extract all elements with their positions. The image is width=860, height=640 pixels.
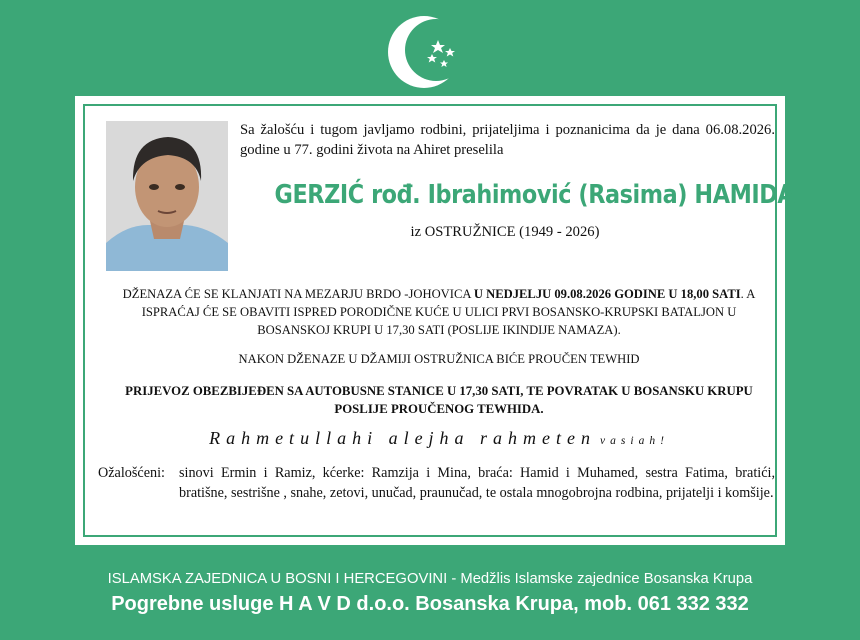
footer-contact: Pogrebne usluge H A V D d.o.o. Bosanska Krupa, mob. 061 332 332 xyxy=(111,593,749,615)
prayer-end: vasiah! xyxy=(600,435,669,447)
funeral-date-time: U NEDJELJU 09.08.2026 GODINE U 18,00 SATI xyxy=(473,287,741,301)
prayer-main: Rahmetullahi alejha rahmeten xyxy=(209,428,597,448)
funeral-details xyxy=(105,285,773,339)
transport-text: PRIJEVOZ OBEZBIJEĐEN SA AUTOBUSNE STANICE U 17,30 SATI, TE POVRATAK U BOSANSKU KRUPU POSLIJE PROUČENOG TEWHIDA. xyxy=(125,384,753,416)
crescent-and-stars-icon xyxy=(384,10,474,94)
intro-text: Sa žalošću i tugom javljamo rodbini, prijateljima i poznanicima da je dana 06.08.2026. godine u 77. godini života na Ahiret preselila xyxy=(240,122,775,158)
origin-text: iz OSTRUŽNICE (1949 - 2026) xyxy=(410,224,600,240)
mourners-label: Ožalošćeni: xyxy=(98,465,165,481)
funeral-text-1: DŽENAZA ĆE SE KLANJATI NA MEZARJU BRDO -JOHOVICA xyxy=(122,287,474,301)
tewhid-text: NAKON DŽENAZE U DŽAMIJI OSTRUŽNICA BIĆE PROUČEN TEWHID xyxy=(238,352,640,366)
funeral-text-2: . A ISPRAĆAJ ĆE SE OBAVITI ISPRED PORODIČNE KUĆE U ULICI PRVI BOSANSKO-KRUPSKI BATALJON U BOSANSKOJ KRUPI U 17,30 SATI (POSLIJE IKINDIJE NAMAZA). xyxy=(141,287,756,337)
obituary-card xyxy=(75,96,795,545)
mourners-list: sinovi Ermin i Ramiz, kćerke: Ramzija i Mina, braća: Hamid i Muhamed, sestra Fatima, bratići, bratišne, sestrišne , snahe, zetovi, unučad, praunučad, te ostala mnogobrojna rodbina, prijatelji i komšije. xyxy=(179,465,775,501)
mourners-block xyxy=(98,463,775,503)
deceased-photo xyxy=(106,121,228,271)
card-border xyxy=(83,104,795,537)
deceased-name: GERZIĆ rođ. Ibrahimović (Rasima) HAMIDA xyxy=(274,180,795,210)
prayer-line xyxy=(105,428,773,449)
footer-organization: ISLAMSKA ZAJEDNICA U BOSNI I HERCEGOVINI - Medžlis Islamske zajednice Bosanska Krupa xyxy=(107,571,753,587)
